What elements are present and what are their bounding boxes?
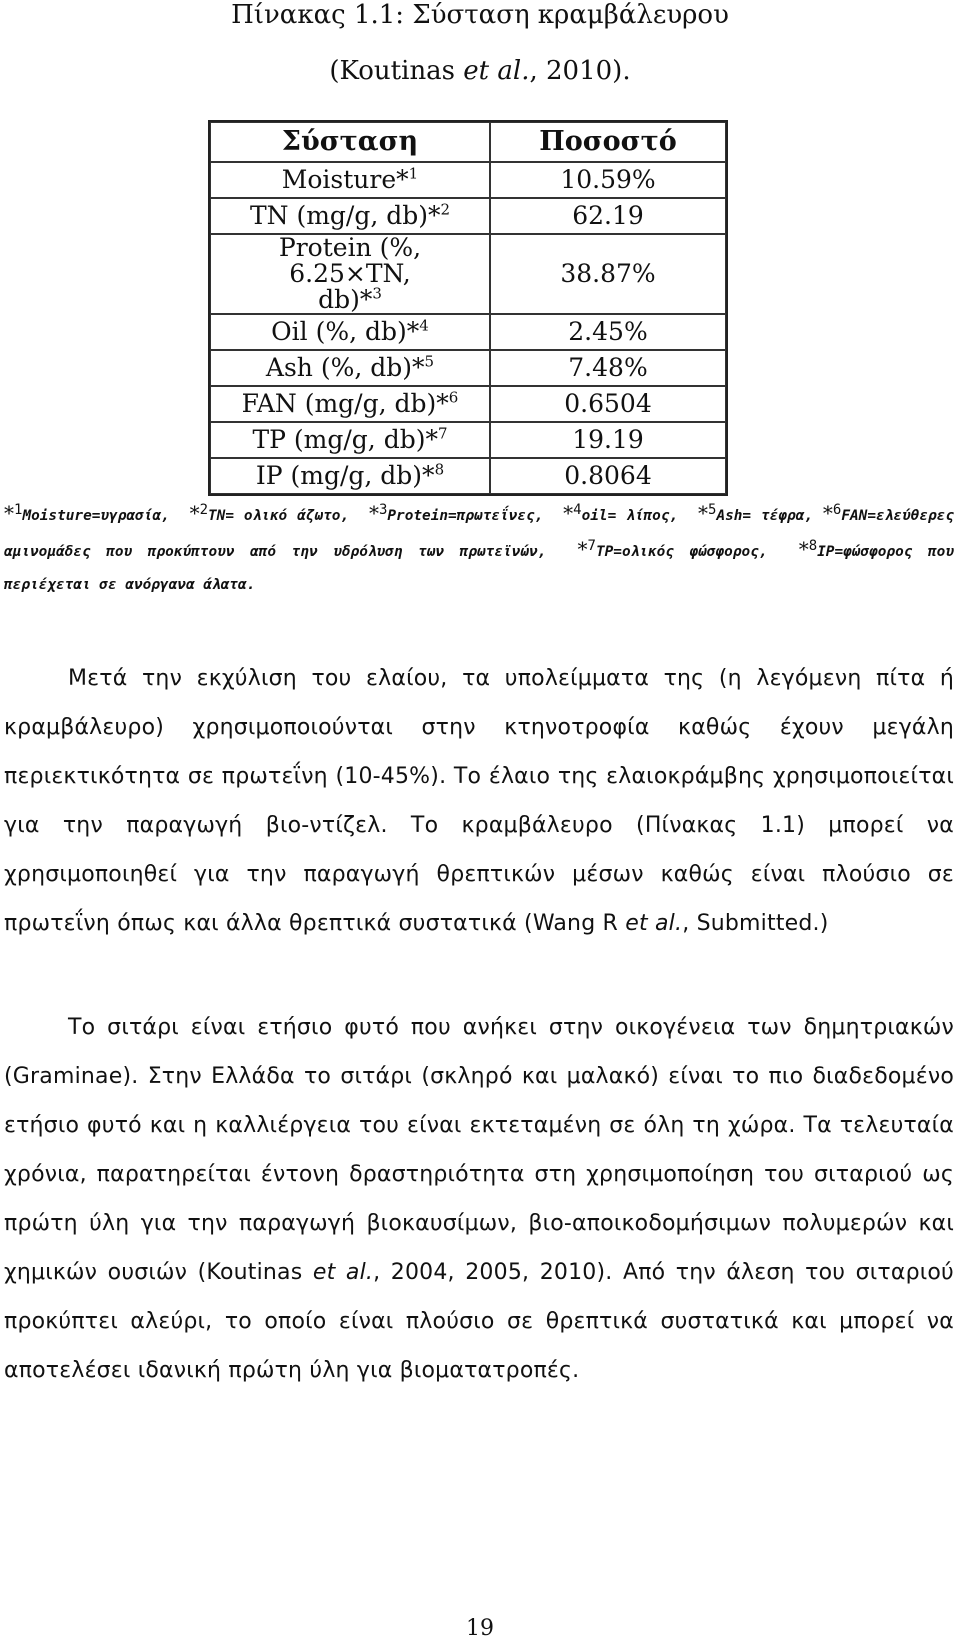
- paragraph-rapeseed: Μετά την εκχύλιση του ελαίου, τα υπολείμματα της (η λεγόμενη πίτα ή κραμβάλευρο) χρησιμοποιούνται στην κτηνοτροφία καθώς έχουν μεγάλη περιεκτικότητα σε πρωτεΐνη (10-45%). Το έλαιο της ελαιοκράμβης χρησιμοποιείται για την παραγωγή βιο-ντίζελ. Το κραμβάλευρο (Πίνακας 1.1) μπορεί να χρησιμοποιηθεί για την παραγωγή θρεπτικών μέσων καθώς είναι πλούσιο σε πρωτεΐνη όπως και άλλα θρεπτικά συστατικά (Wang R et al., Submitted.): [4, 666, 954, 936]
- table-row: Oil (%, db)*$^4$ 2.45%: [210, 314, 726, 350]
- caption-line1: Πίνακας 1.1: Σύσταση κραμβάλευρου: [231, 0, 729, 30]
- header-percentage: Ποσοστό: [490, 122, 726, 162]
- header-component: Σύσταση: [210, 122, 490, 162]
- table-header-row: [210, 122, 726, 162]
- table-row: Ash (%, db)*$^5$ 7.48%: [210, 350, 726, 386]
- composition-table: [208, 120, 728, 496]
- table-row: Moisture*$^1$ 10.59%: [210, 162, 726, 198]
- table-caption: [0, 0, 960, 30]
- paragraph-wheat: Το σιτάρι είναι ετήσιο φυτό που ανήκει στην οικογένεια των δημητριακών (Graminae). Στην Ελλάδα το σιτάρι (σκληρό και μαλακό) είναι το πιο διαδεδομένο ετήσιο φυτό και η καλλιέργεια του είναι εκτεταμένη σε όλη τη χώρα. Τα τελευταία χρόνια, παρατηρείται έντονη δραστηριότητα στη χρησιμοποίηση του σιταριού ως πρώτη ύλη για την παραγωγή βιοκαυσίμων, βιο-αποικοδομήσιμων πολυμερών και χημικών ουσιών (Koutinas et al., 2004, 2005, 2010). Από την άλεση του σιταριού προκύπτει αλεύρι, το οποίο είναι πλούσιο σε θρεπτικά συστατικά και μπορεί να αποτελέσει ιδανική πρώτη ύλη για βιοματατροπές.: [4, 1015, 954, 1383]
- table-row: Protein (%, 6.25×TN, db)*$^3$ 38.87%: [210, 234, 726, 314]
- table-citation: (Koutinas et al., 2010).: [329, 56, 631, 86]
- table-row: IP (mg/g, db)*$^8$ 0.8064: [210, 458, 726, 494]
- table-row: FAN (mg/g, db)*$^6$ 0.6504: [210, 386, 726, 422]
- table-footnotes: *$^1$Moisture=υγρασία, *$^2$TN= ολικό άζωτο, *$^3$Protein=πρωτεΐνες, *$^4$oil= λίπος, *$^5$Ash= τέφρα, *$^6$FAN=ελεύθερες αμινομάδες που προκύπτουν από την υδρόλυση των πρωτεϊνών, *$^7$TP=ολικός φώσφορος, *$^8$IP=φώσφορος που περιέχεται σε ανόργανα άλατα.: [4, 501, 955, 593]
- page-number: 19: [466, 1616, 494, 1641]
- table-row: TP (mg/g, db)*$^7$ 19.19: [210, 422, 726, 458]
- table-row: TN (mg/g, db)*$^2$ 62.19: [210, 198, 726, 234]
